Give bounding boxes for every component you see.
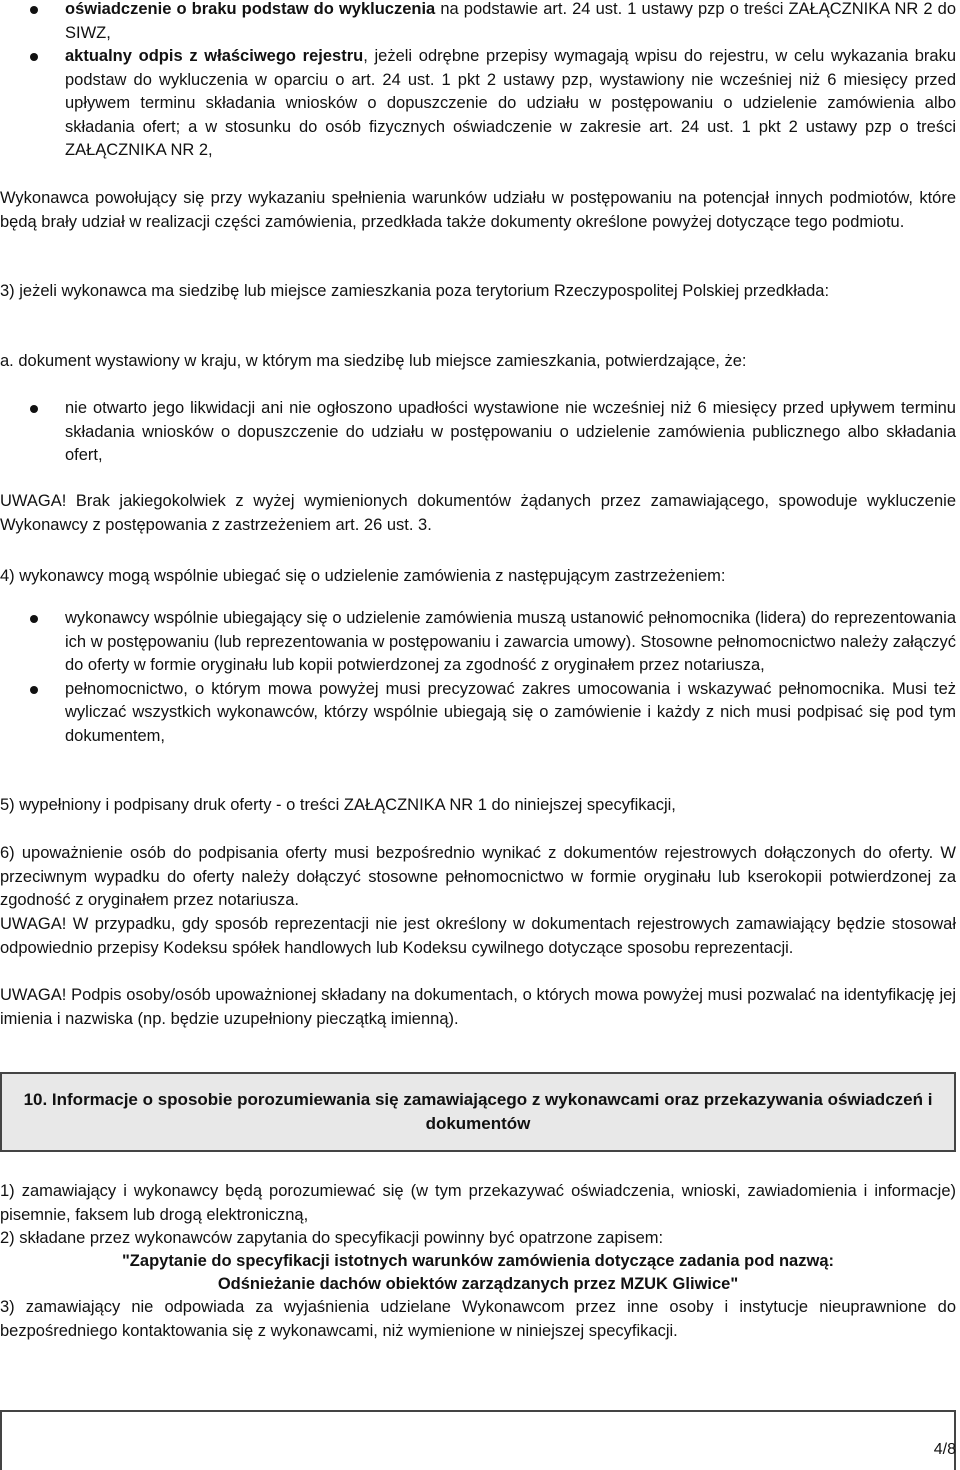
list-item: [0, 0, 956, 45]
item-text: , jeżeli odrębne przepisy wymagają wpisu do rejestru, w celu wykazania braku podstaw do wykluczenia w oparciu o art. 24 ust. 1 pkt 2 ustawy pzp, wystawiony nie wcześniej niż 6 miesięcy przed upływem terminu składania wniosków o dopuszczenie do udziału w postępowaniu o udzielenie zamówienia albo składania ofert; a w stosunku do osób fizycznych oświadczenie w zakresie art. 24 ust. 1 pkt 2 ustawy pzp o treści ZAŁĄCZNIKA NR 2,: [65, 47, 956, 159]
warning-3: UWAGA! Podpis osoby/osób upoważnionej składany na dokumentach, o których mowa powyżej musi pozwalać na identyfikację jej imienia i nazwiska (np. będzie uzupełniony pieczątką imienną).: [0, 986, 956, 1028]
section-10-point-3: 3) zamawiający nie odpowiada za wyjaśnienia udzielane Wykonawcom przez inne osoby i instytucje nieuprawnione do bezpośredniego kontaktowania się z wykonawcami, niż wymienione w niniejszej specyfikacji.: [0, 1298, 956, 1340]
paragraph-wykonawca: Wykonawca powołujący się przy wykazaniu spełnienia warunków udziału w postępowaniu na potencjał innych podmiotów, które będą brały udział w realizacji części zamówienia, przedkłada także dokumenty określone powyżej dotyczące tego podmiotu.: [0, 189, 956, 231]
paragraph-4: 4) wykonawcy mogą wspólnie ubiegać się o udzielenie zamówienia z następującym zastrzeżeniem:: [0, 567, 726, 585]
paragraph-3: 3) jeżeli wykonawca ma siedzibę lub miejsce zamieszkania poza terytorium Rzeczypospolitej Polskiej przedkłada:: [0, 282, 830, 300]
required-documents-list: [0, 0, 956, 163]
section-10-point-1: 1) zamawiający i wykonawcy będą porozumiewać się (w tym przekazywać oświadczenia, wnioski, zawiadomienia i informacje) pisemnie, faksem lub drogą elektroniczną,: [0, 1182, 956, 1224]
paragraph-a: a. dokument wystawiony w kraju, w którym ma siedzibę lub miejsce zamieszkania, potwierdzające, że:: [0, 352, 747, 370]
list-item: [0, 45, 956, 163]
warning-2: UWAGA! W przypadku, gdy sposób reprezentacji nie jest określony w dokumentach rejestrowych zamawiający będzie stosował odpowiednio przepisy Kodeksu spółek handlowych lub Kodeksu cywilnego dotyczące sposobu reprezentacji.: [0, 915, 956, 957]
item-text: na podstawie art. 24 ust. 1 ustawy pzp o treści ZAŁĄCZNIKA NR 2 do SIWZ,: [65, 0, 956, 42]
next-section-box: [0, 1410, 956, 1470]
warning-1: UWAGA! Brak jakiegokolwiek z wyżej wymienionych dokumentów żądanych przez zamawiającego, spowoduje wykluczenie Wykonawcy z postępowania z zastrzeżeniem art. 26 ust. 3.: [0, 492, 956, 534]
list-item: pełnomocnictwo, o którym mowa powyżej musi precyzować zakres umocowania i wskazywać pełnomocnika. Musi też wyliczać wszystkich wykonawców, którzy wspólnie ubiegają się o zamówienie i każdy z nich musi podpisać się pod tym dokumentem,: [0, 678, 956, 749]
list-item: nie otwarto jego likwidacji ani nie ogłoszono upadłości wystawione nie wcześniej niż 6 miesięcy przed upływem terminu składania wniosków o dopuszczenie do udziału w postępowaniu o udzielenie zamówienia publicznego albo składania ofert,: [0, 397, 956, 468]
section-title: 10. Informacje o sposobie porozumiewania się zamawiającego z wykonawcami oraz przekazywania oświadczeń i dokumentów: [23, 1090, 933, 1133]
section-10-heading: [0, 1072, 956, 1152]
section-10-quote-line-2: Odśnieżanie dachów obiektów zarządzanych przez MZUK Gliwice": [217, 1275, 739, 1293]
paragraph-5: 5) wypełniony i podpisany druk oferty - o treści ZAŁĄCZNIKA NR 1 do niniejszej specyfikacji,: [0, 796, 676, 814]
liquidation-list: [0, 397, 956, 468]
item-bold-text: oświadczenie o braku podstaw do wykluczenia: [65, 0, 436, 18]
joint-bidders-list: [0, 607, 956, 748]
item-bold-text: aktualny odpis z właściwego rejestru: [65, 47, 364, 65]
page-number: 4/8: [933, 1441, 956, 1458]
paragraph-6: 6) upoważnienie osób do podpisania oferty musi bezpośrednio wynikać z dokumentów rejestrowych dołączonych do oferty. W przeciwnym wypadku do oferty należy dołączyć stosowne pełnomocnictwo w formie oryginału lub kserokopii potwierdzonej za zgodność z oryginałem przez notariusza.: [0, 844, 956, 909]
section-10-point-2: 2) składane przez wykonawców zapytania do specyfikacji powinny być opatrzone zapisem:: [0, 1229, 664, 1247]
section-10-quote-line-1: "Zapytanie do specyfikacji istotnych warunków zamówienia dotyczące zadania pod nazwą:: [121, 1252, 834, 1270]
list-item: wykonawcy wspólnie ubiegający się o udzielenie zamówienia muszą ustanowić pełnomocnika (lidera) do reprezentowania ich w postępowaniu (lub reprezentowania w postępowaniu i zawarcia umowy). Stosowne pełnomocnictwo należy załączyć do oferty w formie oryginału lub kopii potwierdzonej za zgodność z oryginałem przez notariusza,: [0, 607, 956, 678]
